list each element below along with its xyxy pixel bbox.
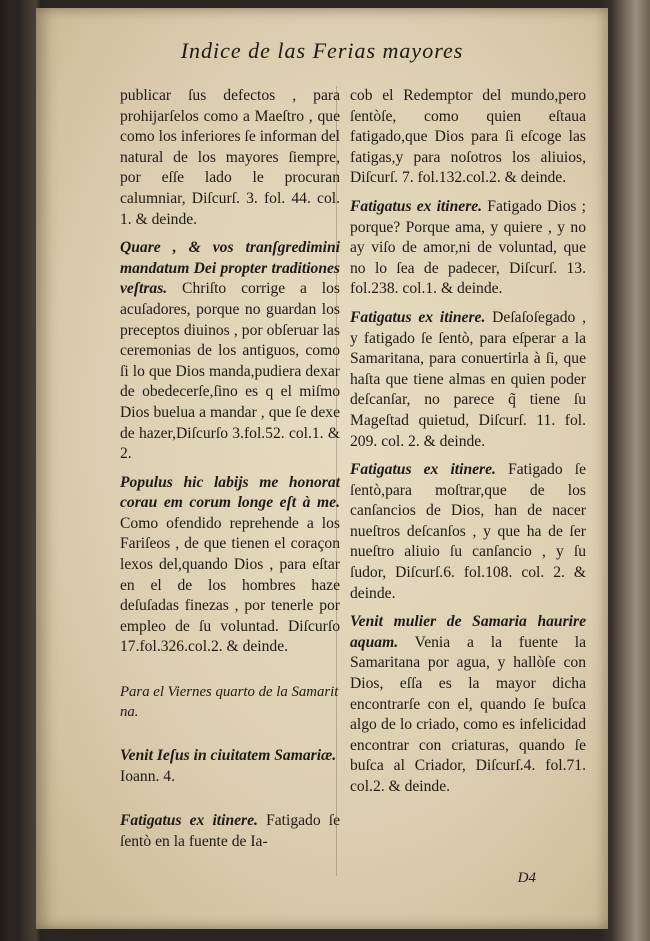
entry-text: Fatigado Dios ; porque? Porque ama, y quiere , y no ay viſo de amor,ni de voluntad, que no lo ſea de padecer, Diſcurſ. 13. fol.238. col.1. & deinde. xyxy=(350,197,586,298)
entry-text: Venia a la fuente la Samaritana por agua, y hallòſe con Dios, eſſa es la mayor dicha encontrarſe con el, quando ſe buſca algo de lo criado, como es infelicidad encontrar con criaturas, quando ſe buſca al Criador, Diſcurſ.4. fol.71. col.2. & deinde. xyxy=(350,633,586,795)
latin-lemma: Populus hic labijs me honorat corau em corum longe eſt à me. xyxy=(120,473,340,512)
entry xyxy=(350,308,586,452)
entry xyxy=(120,811,340,852)
left-column xyxy=(120,86,340,852)
latin-lemma: Fatigatus ex itinere. xyxy=(350,461,496,479)
catchword: D4 xyxy=(517,870,536,886)
running-head: Indice de las Ferias mayores xyxy=(180,38,464,63)
latin-lemma: Fatigatus ex itinere. xyxy=(120,812,258,830)
entry-text: Fatigado ſe ſentò,para moſtrar,que de los canſancios de Dios, han de nacer nueſtros deſcanſos , y que ha de ſer nueſtro aliuio ſu canſancio , y ſu ſudor, Diſcurſ.6. fol.108. col. 2. & deinde. xyxy=(350,461,586,602)
latin-lemma: Quare , & vos tranſgredimini mandatum Dei propter traditiones veſtras. xyxy=(120,239,340,298)
latin-lemma: Fatigatus ex itinere. xyxy=(350,197,483,215)
entry-text: Chriſto corrige a los acuſadores, porque no guardan los preceptos diuinos , por obſeruar las ceremonias de los antiguos, como ſi lo que Dios manda,pudiera dexar de obedecerſe,ſino es q el miſmo Dios bueluа a mandar , que ſe dexe de hazer,Diſcurſo 3.fol.52. col.1. & 2. xyxy=(120,280,341,463)
column-divider xyxy=(336,86,337,876)
section-heading: Para el Viernes quarto de la Samarit na. xyxy=(120,684,339,721)
page-leaf xyxy=(36,8,608,929)
entry xyxy=(120,746,340,787)
entry-text: Como ofendido reprehende a los Fariſeos , de que tienen el coraçon lexos del,quando Dios , para eſtar en el de los hombres haze deſuſadas finezas , por tenerle por empleo de ſu voluntad. Diſcurſo 17.fol.326.col.2. & deinde. xyxy=(120,514,340,656)
entry xyxy=(120,238,340,465)
entry-text: publicar ſus defectos , para prohijarſelos como a Maeſtro , que como los inferiores ſe informan del natural de los mayores ſiempre, por eſſe lado le procuran calumniar, Diſcurſ. 3. fol. 44. col. 1. & deinde. xyxy=(120,87,340,228)
entry-text: Ioann. 4. xyxy=(120,767,175,785)
latin-lemma: Fatigatus ex itinere. xyxy=(350,308,486,326)
entry-text: Deſaſoſegado , y fatigado ſe ſentò, para eſperar a la Samaritana, para conuertirla à ſi, que haſta que tiene almas en quien poder deſcanſar, no parece q̃ tiene ſu Mageſtad quietud, Diſcurſ. 11. fol. 209. col. 2. & deinde. xyxy=(350,308,586,450)
entry xyxy=(350,460,586,604)
entry xyxy=(350,197,586,300)
latin-lemma: Venit mulier de Samaria haurire aquam. xyxy=(350,613,586,651)
right-column xyxy=(350,86,586,798)
entry-text: Fatigado ſe ſentò en la fuente de Ia- xyxy=(120,812,340,850)
entry-text: cob el Redemptor del mundo,pero ſentòſe, como quien eſtaua fatigado,que Dios para ſi eſcoge las fatigas,y para noſotros los aliuios, Diſcurſ. 7. fol.132.col.2. & deinde. xyxy=(350,87,586,187)
entry xyxy=(120,473,340,658)
latin-lemma: Venit Ieſus in ciuitatem Samariæ. xyxy=(120,747,337,765)
entry xyxy=(350,612,586,797)
